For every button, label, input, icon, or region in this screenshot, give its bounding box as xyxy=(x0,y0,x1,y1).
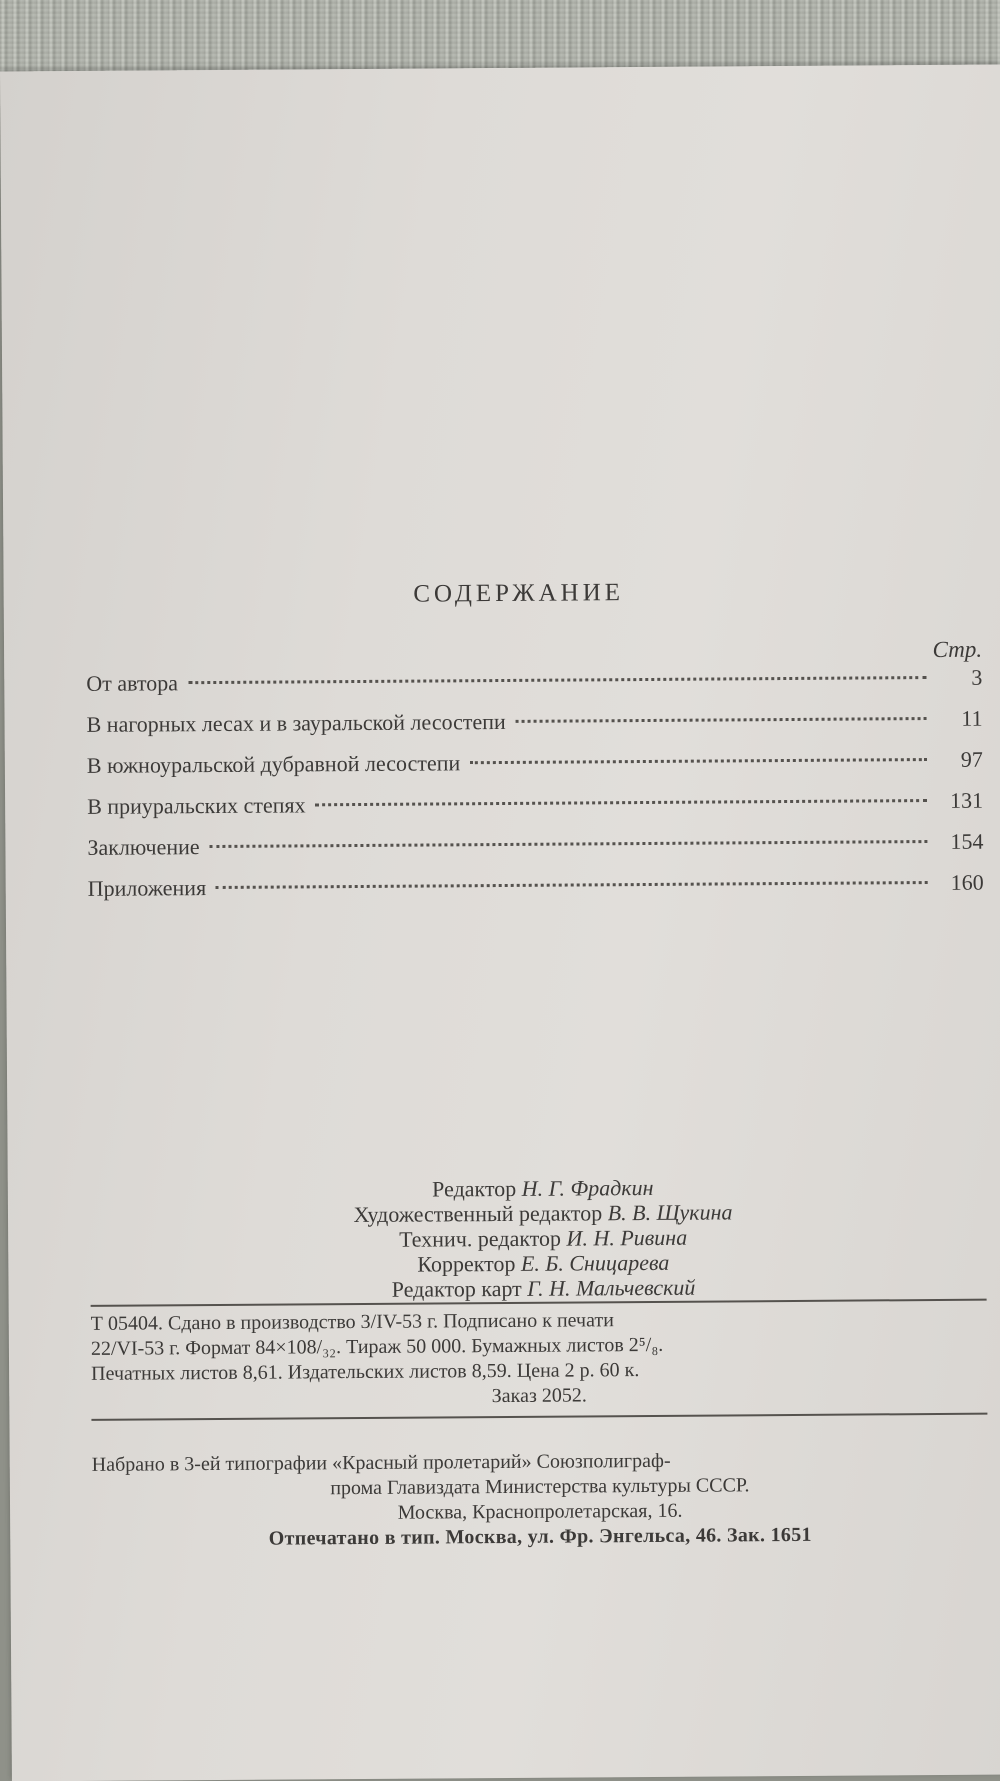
credit-role: Корректор xyxy=(417,1250,516,1277)
toc-entry-title: В приуральских степях xyxy=(87,792,306,819)
table-of-contents xyxy=(86,665,984,917)
imprint-line: 22/VI-53 г. Формат 84×108/₃₂. Тираж 50 000. Бумажных листов 2⁵/₈. xyxy=(90,1333,664,1360)
toc-entry-page: 3 xyxy=(971,664,983,690)
credit-role: Редактор карт xyxy=(391,1275,522,1302)
toc-entry-title: В южноуральской дубравной лесостепи xyxy=(86,750,461,778)
dot-leader xyxy=(470,758,927,764)
imprint-line: Заказ 2052. xyxy=(491,1384,587,1408)
credit-name: В. В. Щукина xyxy=(607,1199,733,1226)
credit-role: Художественный редактор xyxy=(353,1200,603,1228)
credit-role: Редактор xyxy=(432,1175,517,1202)
toc-entry-page: 11 xyxy=(961,705,983,731)
book-page xyxy=(0,65,1000,1781)
dot-leader xyxy=(316,799,928,806)
toc-entry-page: 97 xyxy=(960,746,983,772)
toc-heading: СОДЕРЖАНИЕ xyxy=(413,579,625,608)
printing-house-block xyxy=(92,1447,989,1553)
credit-name: Е. Б. Сницарева xyxy=(520,1249,670,1276)
toc-entry-title: В нагорных лесах и в зауральской лесостепи xyxy=(86,708,506,737)
credit-role: Технич. редактор xyxy=(399,1225,562,1252)
toc-entry-page: 154 xyxy=(950,828,984,854)
toc-entry-page: 131 xyxy=(950,787,984,813)
toc-entry xyxy=(87,788,983,835)
toc-entry xyxy=(86,706,982,753)
dot-leader xyxy=(188,676,926,684)
dot-leader xyxy=(210,840,928,848)
toc-entry xyxy=(87,747,983,794)
toc-entry xyxy=(88,870,984,917)
printing-line: прома Главиздата Министерства культуры СССР. xyxy=(330,1474,750,1500)
toc-entry-title: От автора xyxy=(86,670,179,696)
imprint-line: Т 05404. Сдано в производство 3/IV-53 г. Подписано к печати xyxy=(90,1309,614,1335)
toc-entry-title: Приложения xyxy=(87,875,207,901)
credit-name: И. Н. Ривина xyxy=(566,1224,688,1251)
printing-line: Москва, Краснопролетарская, 16. xyxy=(397,1499,683,1524)
toc-entry xyxy=(87,829,983,876)
dot-leader xyxy=(516,717,927,723)
toc-entry-title: Заключение xyxy=(87,834,200,860)
imprint-block xyxy=(91,1306,988,1412)
credit-name: Г. Н. Мальчевский xyxy=(527,1274,696,1301)
dot-leader xyxy=(216,881,928,889)
printing-line: Набрано в 3-ей типографии «Красный пролетарий» Союзполиграф- xyxy=(91,1449,671,1476)
printing-line: Отпечатано в тип. Москва, ул. Фр. Энгельса, 46. Зак. 1651 xyxy=(268,1523,812,1550)
toc-entry-page: 160 xyxy=(950,869,984,895)
toc-entry xyxy=(86,665,982,712)
divider-line xyxy=(91,1413,987,1421)
imprint-line: Печатных листов 8,61. Издательских листов 8,59. Цена 2 р. 60 к. xyxy=(91,1359,640,1385)
credit-name: Н. Г. Фрадкин xyxy=(521,1174,654,1201)
page-column-label: Стр. xyxy=(932,636,983,662)
editorial-credits xyxy=(8,1172,1000,1304)
